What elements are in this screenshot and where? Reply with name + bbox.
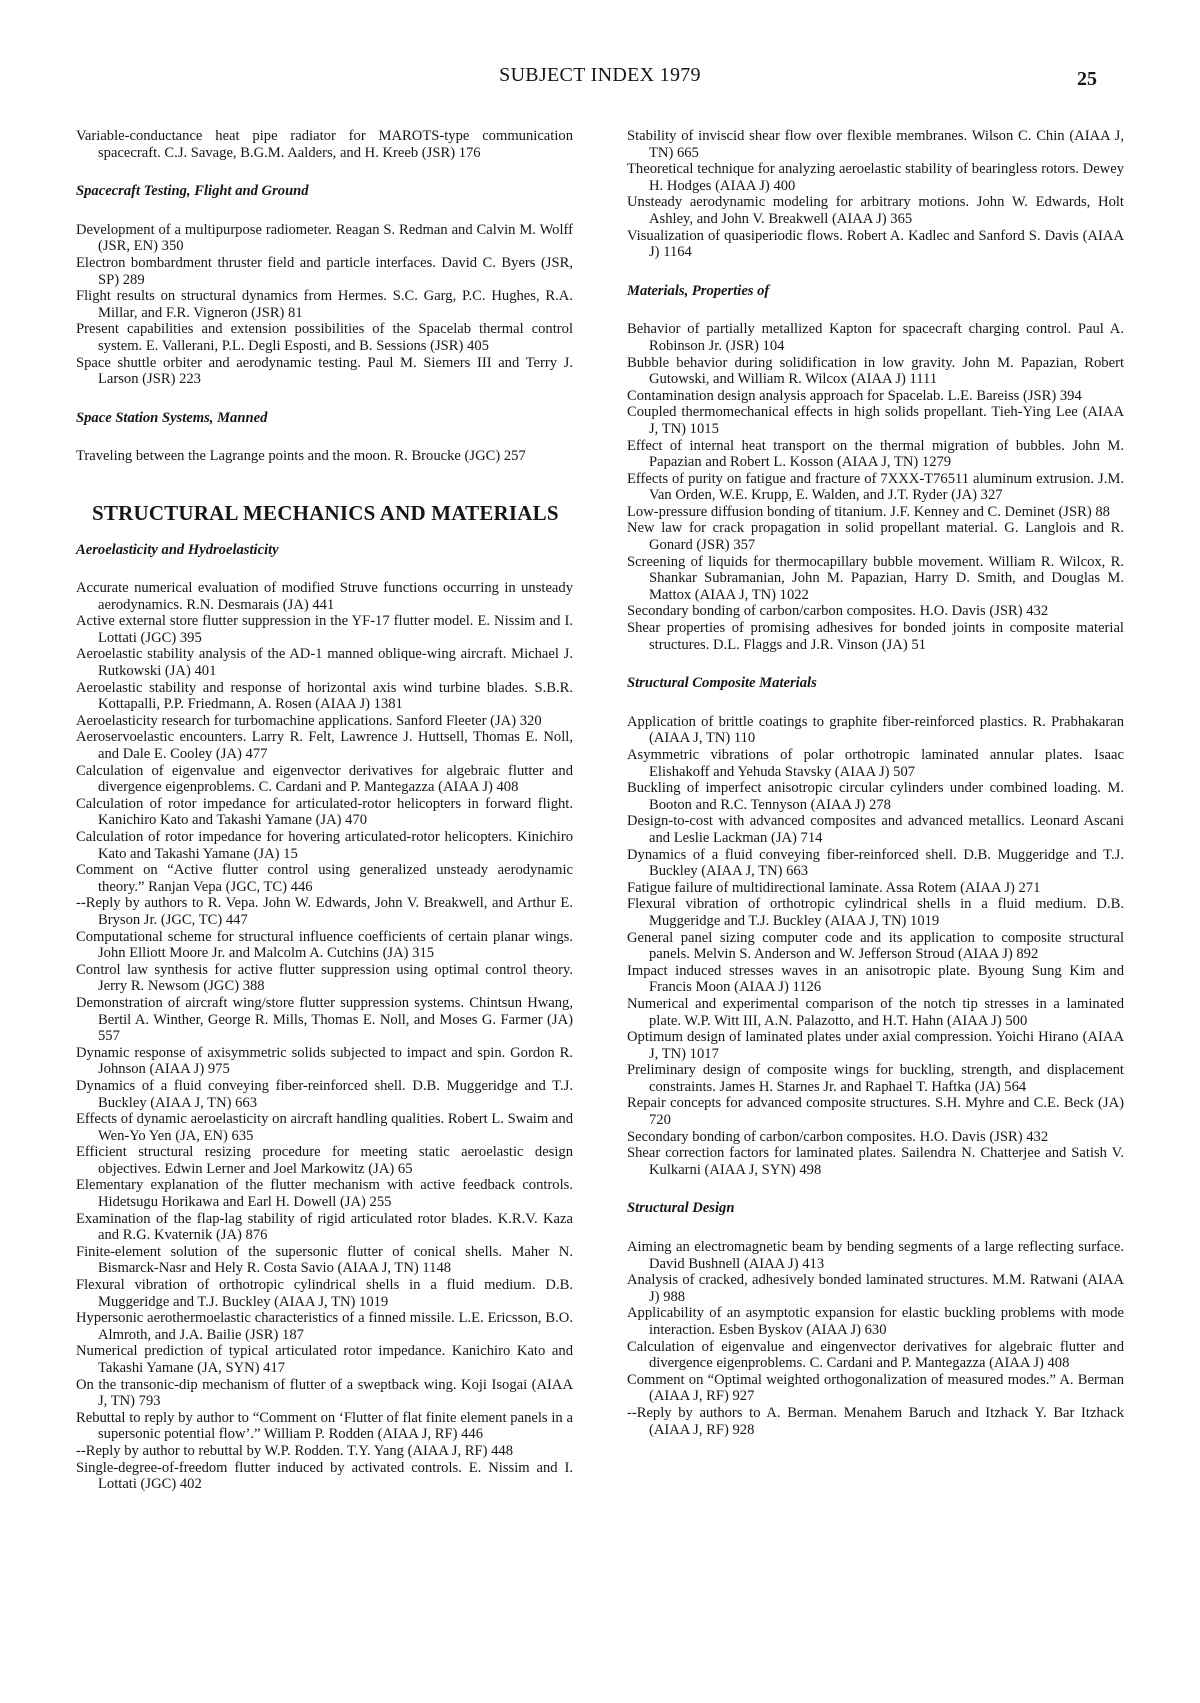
index-entry: Theoretical technique for analyzing aeroelastic stability of bearingless rotors. Dewey H. Hodges (AIAA J) 400 xyxy=(627,161,1124,194)
subheading-structural-design: Structural Design xyxy=(627,1200,735,1217)
index-entry: Traveling between the Lagrange points and the moon. R. Broucke (JGC) 257 xyxy=(76,448,526,465)
index-entry: Aiming an electromagnetic beam by bending segments of a large reflecting surface. David Bushnell (AIAA J) 413 xyxy=(627,1239,1124,1272)
index-entry: Buckling of imperfect anisotropic circular cylinders under combined loading. M. Booton and R.C. Tennyson (AIAA J) 278 xyxy=(627,780,1124,813)
index-entry: Hypersonic aerothermoelastic characteristics of a finned missile. L.E. Ericsson, B.O. Almroth, and J.A. Bailie (JSR) 187 xyxy=(76,1310,573,1343)
index-entry: Elementary explanation of the flutter mechanism with active feedback controls. Hidetsugu Horikawa and Earl H. Dowell (JA) 255 xyxy=(76,1177,573,1211)
index-entry: Preliminary design of composite wings for buckling, strength, and displacement constraints. James H. Starnes Jr. and Raphael T. Haftka (JA) 564 xyxy=(627,1062,1124,1095)
index-entry: Numerical prediction of typical articulated rotor impedance. Kanichiro Kato and Takashi Yamane (JA, SYN) 417 xyxy=(76,1343,573,1376)
index-entry: Effects of purity on fatigue and fracture of 7XXX-T76511 aluminum extrusion. J.M. Van Orden, W.E. Krupp, E. Walden, and J.T. Ryder (JA) 327 xyxy=(627,470,1124,504)
index-entry: Unsteady aerodynamic modeling for arbitrary motions. John W. Edwards, Holt Ashley, and John V. Breakwell (AIAA J) 365 xyxy=(627,194,1124,227)
index-entry: Coupled thermomechanical effects in high solids propellant. Tieh-Ying Lee (AIAA J, TN) 1015 xyxy=(627,404,1124,437)
page-header xyxy=(0,62,1200,92)
left-column xyxy=(76,128,573,1493)
index-entry: Secondary bonding of carbon/carbon composites. H.O. Davis (JSR) 432 xyxy=(627,1128,1049,1145)
index-entry: Contamination design analysis approach for Spacelab. L.E. Bareiss (JSR) 394 xyxy=(627,387,1082,404)
index-entry: Computational scheme for structural influence coefficients of certain planar wings. John Elliott Moore Jr. and Malcolm A. Cutchins (JA) 315 xyxy=(76,928,573,962)
index-entry: --Reply by authors to R. Vepa. John W. Edwards, John V. Breakwell, and Arthur E. Bryson Jr. (JGC, TC) 447 xyxy=(76,895,573,928)
subheading-spacecraft-testing: Spacecraft Testing, Flight and Ground xyxy=(76,183,309,200)
index-entry: Bubble behavior during solidification in low gravity. John M. Papazian, Robert Gutowski, and William R. Wilcox (AIAA J) 1111 xyxy=(627,354,1124,388)
index-entry: Calculation of eigenvalue and eingenvector derivatives for algebraic flutter and divergence eigenproblems. C. Cardani and P. Mantegazza (AIAA J) 408 xyxy=(627,1338,1124,1372)
index-entry: Analysis of cracked, adhesively bonded laminated structures. M.M. Ratwani (AIAA J) 988 xyxy=(627,1272,1124,1305)
index-entry: Low-pressure diffusion bonding of titanium. J.F. Kenney and C. Deminet (JSR) 88 xyxy=(627,503,1110,520)
index-entry: --Reply by author to rebuttal by W.P. Rodden. T.Y. Yang (AIAA J, RF) 448 xyxy=(76,1442,514,1459)
index-entry: Application of brittle coatings to graphite fiber-reinforced plastics. R. Prabhakaran (AIAA J, TN) 110 xyxy=(627,713,1124,747)
index-entry: Asymmetric vibrations of polar orthotropic laminated annular plates. Isaac Elishakoff and Yehuda Stavsky (AIAA J) 507 xyxy=(627,747,1124,780)
index-entry: Aeroelasticity research for turbomachine applications. Sanford Fleeter (JA) 320 xyxy=(76,712,542,729)
index-entry: Shear properties of promising adhesives for bonded joints in composite material structures. D.L. Flaggs and J.R. Vinson (JA) 51 xyxy=(627,620,1124,653)
index-entry: Present capabilities and extension possibilities of the Spacelab thermal control system. E. Vallerani, P.L. Degli Esposti, and B. Sessions (JSR) 405 xyxy=(76,321,573,354)
index-entry: Active external store flutter suppression in the YF-17 flutter model. E. Nissim and I. Lottati (JGC) 395 xyxy=(76,613,573,646)
index-entry: Development of a multipurpose radiometer. Reagan S. Redman and Calvin M. Wolff (JSR, EN) 350 xyxy=(76,221,573,255)
page-title: SUBJECT INDEX 1979 xyxy=(499,64,701,86)
index-entry: Fatigue failure of multidirectional laminate. Assa Rotem (AIAA J) 271 xyxy=(627,879,1041,896)
index-entry: Repair concepts for advanced composite structures. S.H. Myhre and C.E. Beck (JA) 720 xyxy=(627,1095,1124,1129)
index-entry: General panel sizing computer code and its application to composite structural panels. Melvin S. Anderson and W. Jefferson Stroud (AIAA J) 892 xyxy=(627,929,1124,963)
index-entry: Examination of the flap-lag stability of rigid articulated rotor blades. K.R.V. Kaza and R.G. Kvaternik (JA) 876 xyxy=(76,1210,573,1244)
index-entry: Finite-element solution of the supersonic flutter of conical shells. Maher N. Bismarck-Nasr and Hely R. Costa Savio (AIAA J, TN) 1148 xyxy=(76,1243,573,1277)
index-entry: On the transonic-dip mechanism of flutter of a sweptback wing. Koji Isogai (AIAA J, TN) 793 xyxy=(76,1376,573,1410)
entry-list xyxy=(76,128,573,161)
index-entry: Visualization of quasiperiodic flows. Robert A. Kadlec and Sanford S. Davis (AIAA J) 1164 xyxy=(627,227,1124,261)
entry-list xyxy=(627,1239,1124,1438)
subheading-materials: Materials, Properties of xyxy=(627,282,770,299)
subheading-composite-materials: Structural Composite Materials xyxy=(627,675,817,692)
index-entry: Screening of liquids for thermocapillary bubble movement. William R. Wilcox, R. Shankar Subramanian, John M. Papazian, Harry D. Smith, and Douglas M. Mattox (AIAA J, TN) 1022 xyxy=(627,553,1124,603)
index-entry: Effect of internal heat transport on the thermal migration of bubbles. John M. Papazian and Robert L. Kosson (AIAA J, TN) 1279 xyxy=(627,437,1124,471)
index-entry: Comment on “Active flutter control using generalized unsteady aerodynamic theory.” Ranjan Vepa (JGC, TC) 446 xyxy=(76,862,573,895)
index-entry: Rebuttal to reply by author to “Comment on ‘Flutter of flat finite element panels in a supersonic potential flow’.” William P. Rodden (AIAA J, RF) 446 xyxy=(76,1409,573,1443)
right-column xyxy=(627,128,1124,1438)
index-entry: Variable-conductance heat pipe radiator for MAROTS-type communication spacecraft. C.J. Savage, B.G.M. Aalders, and H. Kreeb (JSR) 176 xyxy=(76,128,573,161)
index-entry: Electron bombardment thruster field and particle interfaces. David C. Byers (JSR, SP) 289 xyxy=(76,254,573,288)
index-entry: Dynamic response of axisymmetric solids subjected to impact and spin. Gordon R. Johnson (AIAA J) 975 xyxy=(76,1044,573,1078)
index-entry: Accurate numerical evaluation of modified Struve functions occurring in unsteady aerodynamics. R.N. Desmarais (JA) 441 xyxy=(76,580,573,613)
index-entry: Space shuttle orbiter and aerodynamic testing. Paul M. Siemers III and Terry J. Larson (JSR) 223 xyxy=(76,354,573,388)
index-entry: Comment on “Optimal weighted orthogonalization of measured modes.” A. Berman (AIAA J, RF) 927 xyxy=(627,1371,1124,1405)
index-entry: Flexural vibration of orthotropic cylindrical shells in a fluid medium. D.B. Muggeridge and T.J. Buckley (AIAA J, TN) 1019 xyxy=(76,1277,573,1310)
section-title: STRUCTURAL MECHANICS AND MATERIALS xyxy=(92,500,559,525)
index-entry: New law for crack propagation in solid propellant material. G. Langlois and R. Gonard (JSR) 357 xyxy=(627,520,1124,554)
index-entry: Demonstration of aircraft wing/store flutter suppression systems. Chintsun Hwang, Bertil A. Winther, George R. Mills, Thomas E. Noll, and Moses G. Farmer (JA) 557 xyxy=(76,994,573,1045)
entry-list xyxy=(627,714,1124,1179)
index-entry: Dynamics of a fluid conveying fiber-reinforced shell. D.B. Muggeridge and T.J. Buckley (AIAA J, TN) 663 xyxy=(76,1077,573,1111)
index-entry: Impact induced stresses waves in an anisotropic plate. Byoung Sung Kim and Francis Moon (AIAA J) 1126 xyxy=(627,962,1124,996)
index-entry: Efficient structural resizing procedure for meeting static aeroelastic design objectives. Edwin Lerner and Joel Markowitz (JA) 65 xyxy=(76,1144,573,1177)
index-entry: Applicability of an asymptotic expansion for elastic buckling problems with mode interaction. Esben Byskov (AIAA J) 630 xyxy=(627,1305,1124,1338)
index-entry: Flight results on structural dynamics from Hermes. S.C. Garg, P.C. Hughes, R.A. Millar, and F.R. Vigneron (JSR) 81 xyxy=(76,288,573,321)
index-entry: Numerical and experimental comparison of the notch tip stresses in a laminated plate. W.P. Witt III, A.N. Palazotto, and H.T. Hahn (AIAA J) 500 xyxy=(627,995,1124,1029)
entry-list xyxy=(76,580,573,1493)
subheading-aeroelasticity: Aeroelasticity and Hydroelasticity xyxy=(76,541,279,558)
index-entry: Secondary bonding of carbon/carbon composites. H.O. Davis (JSR) 432 xyxy=(627,603,1049,620)
index-entry: --Reply by authors to A. Berman. Menahem Baruch and Itzhack Y. Bar Itzhack (AIAA J, RF) 928 xyxy=(627,1404,1124,1438)
index-entry: Control law synthesis for active flutter suppression using optimal control theory. Jerry R. Newsom (JGC) 388 xyxy=(76,961,573,995)
index-entry: Behavior of partially metallized Kapton for spacecraft charging control. Paul A. Robinson Jr. (JSR) 104 xyxy=(627,321,1124,354)
index-entry: Calculation of rotor impedance for articulated-rotor helicopters in forward flight. Kanichiro Kato and Takashi Yamane (JA) 470 xyxy=(76,795,573,829)
entry-list xyxy=(627,321,1124,653)
index-entry: Effects of dynamic aeroelasticity on aircraft handling qualities. Robert L. Swaim and Wen-Yo Yen (JA, EN) 635 xyxy=(76,1111,573,1144)
entry-list xyxy=(76,448,573,465)
index-entry: Optimum design of laminated plates under axial compression. Yoichi Hirano (AIAA J, TN) 1017 xyxy=(627,1029,1124,1062)
index-entry: Dynamics of a fluid conveying fiber-reinforced shell. D.B. Muggeridge and T.J. Buckley (AIAA J, TN) 663 xyxy=(627,846,1124,880)
index-entry: Calculation of eigenvalue and eigenvector derivatives for algebraic flutter and divergence eigenproblems. C. Cardani and P. Mantegazza (AIAA J) 408 xyxy=(76,762,573,796)
index-entry: Stability of inviscid shear flow over flexible membranes. Wilson C. Chin (AIAA J, TN) 665 xyxy=(627,128,1124,161)
entry-list xyxy=(76,222,573,388)
index-entry: Aeroservoelastic encounters. Larry R. Felt, Lawrence J. Huttsell, Thomas E. Noll, and Dale E. Cooley (JA) 477 xyxy=(76,729,573,763)
index-entry: Design-to-cost with advanced composites and advanced metallics. Leonard Ascani and Leslie Lackman (JA) 714 xyxy=(627,813,1124,846)
index-entry: Shear correction factors for laminated plates. Sailendra N. Chatterjee and Satish V. Kulkarni (AIAA J, SYN) 498 xyxy=(627,1145,1124,1178)
index-entry: Aeroelastic stability analysis of the AD-1 manned oblique-wing aircraft. Michael J. Rutkowski (JA) 401 xyxy=(76,646,573,680)
index-entry: Aeroelastic stability and response of horizontal axis wind turbine blades. S.B.R. Kottapalli, P.P. Friedmann, A. Rosen (AIAA J) 1381 xyxy=(76,679,573,713)
page-number: 25 xyxy=(1077,68,1097,90)
index-entry: Calculation of rotor impedance for hovering articulated-rotor helicopters. Kinichiro Kato and Takashi Yamane (JA) 15 xyxy=(76,829,573,862)
subheading-space-station: Space Station Systems, Manned xyxy=(76,409,268,426)
index-entry: Single-degree-of-freedom flutter induced by activated controls. E. Nissim and I. Lottati (JGC) 402 xyxy=(76,1459,573,1493)
index-entry: Flexural vibration of orthotropic cylindrical shells in a fluid medium. D.B. Muggeridge and T.J. Buckley (AIAA J, TN) 1019 xyxy=(627,896,1124,929)
entry-list xyxy=(627,128,1124,261)
